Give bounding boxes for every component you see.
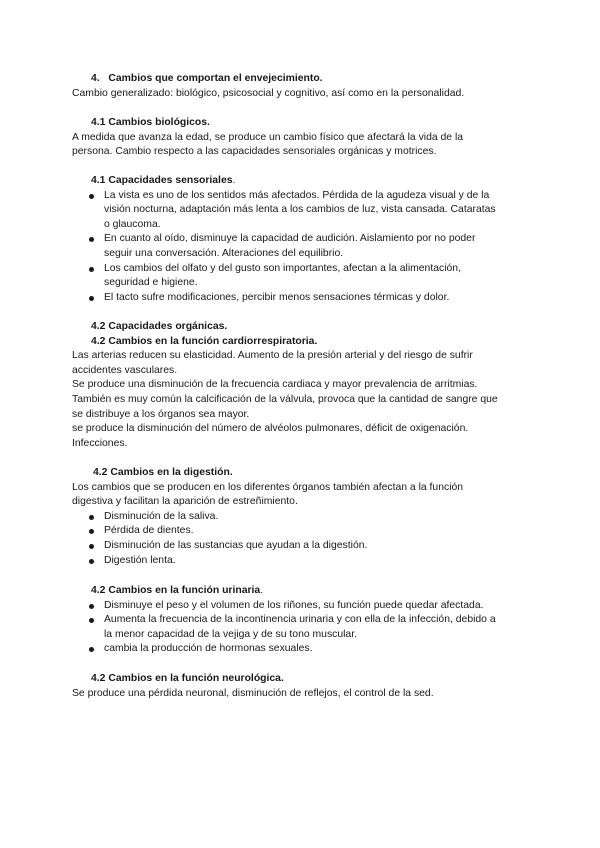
list-item-line: seguir una conversación. Alteraciones del equilibrio. xyxy=(104,247,344,259)
neuro-heading: 4.2 Cambios en la función neurológica. xyxy=(91,673,284,684)
section-4-2-neuro xyxy=(72,672,532,701)
cardio-line-6: se produce la disminución del número de alvéolos pulmonares, déficit de oxigenación. xyxy=(72,423,469,435)
list-item-line: En cuanto al oído, disminuye la capacidad de audición. Aislamiento por no poder xyxy=(104,233,476,245)
section-4-2-urinary xyxy=(72,584,532,657)
section-4 xyxy=(72,72,532,101)
digestion-list xyxy=(86,510,532,568)
section-4-body: Cambio generalizado: biológico, psicosocial y cognitivo, así como en la personalidad. xyxy=(72,87,465,99)
list-item-line: Disminuye el peso y el volumen de los riñones, su función puede quedar afectada. xyxy=(104,599,484,611)
list-item xyxy=(86,613,532,642)
list-item xyxy=(86,599,532,614)
cardio-heading: 4.2 Cambios en la función cardiorrespiratoria. xyxy=(91,335,318,347)
cardio-line-1: Las arterias reducen su elasticidad. Aumento de la presión arterial y del riesgo de sufrir xyxy=(72,350,473,362)
cardio-line-3: Se produce una disminución de la frecuencia cardiaca y mayor prevalencia de arritmias. xyxy=(72,379,478,391)
list-item-line: Aumenta la frecuencia de la incontinencia urinaria y con ella de la infección, debido a xyxy=(104,614,496,626)
list-item xyxy=(86,189,532,233)
list-item-line: seguridad e higiene. xyxy=(104,277,198,289)
section-4-1-line-2: persona. Cambio respecto a las capacidades sensoriales orgánicas y motrices. xyxy=(72,146,437,158)
list-item xyxy=(86,262,532,291)
list-item: Pérdida de dientes. xyxy=(86,524,532,539)
list-item xyxy=(86,232,532,261)
list-item: Disminución de las sustancias que ayudan a la digestión. xyxy=(86,539,532,554)
cardio-line-4: También es muy común la calcificación de la válvula, provoca que la cantidad de sangre que xyxy=(72,393,498,405)
sensory-list xyxy=(86,189,532,306)
list-item-line: o glaucoma. xyxy=(104,218,161,230)
list-item-line: Los cambios del olfato y del gusto son importantes, afectan a la alimentación, xyxy=(104,262,461,274)
neuro-body: Se produce una pérdida neuronal, disminución de reflejos, el control de la sed. xyxy=(72,687,434,699)
list-item-line: cambia la producción de hormonas sexuales. xyxy=(104,643,313,655)
list-item-line: La vista es uno de los sentidos más afectados. Pérdida de la agudeza visual y de la xyxy=(104,189,490,201)
sensory-heading-text: 4.1 Capacidades sensoriales xyxy=(91,175,233,186)
section-4-number: 4. xyxy=(91,73,100,84)
section-4-2-digestion xyxy=(72,466,532,568)
section-4-title: Cambios que comportan el envejecimiento. xyxy=(108,73,323,84)
list-item xyxy=(86,291,532,306)
cardio-line-2: accidentes vasculares. xyxy=(72,364,178,376)
list-item-line: la menor capacidad de la vejiga y de su tono muscular. xyxy=(104,628,357,640)
section-4-1-sensory xyxy=(72,174,532,305)
urinary-heading-text: 4.2 Cambios en la función urinaria xyxy=(91,585,261,596)
cardio-line-5: se distribuye a los órganos sea mayor. xyxy=(72,408,250,420)
list-item: Digestión lenta. xyxy=(86,554,532,569)
sensory-heading xyxy=(72,174,532,189)
section-4-1-heading: 4.1 Cambios biológicos. xyxy=(91,117,210,128)
list-item-line: visión nocturna, adaptación más lenta a los cambios de luz, vista cansada. Cataratas xyxy=(104,204,496,216)
urinary-heading-period: . xyxy=(260,585,264,596)
sensory-heading-period: . xyxy=(232,175,236,186)
organic-heading: 4.2 Capacidades orgánicas. xyxy=(91,321,228,332)
section-4-2-organic xyxy=(72,320,532,451)
urinary-list xyxy=(86,599,532,657)
section-4-1 xyxy=(72,116,532,160)
list-item-line: El tacto sufre modificaciones, percibir menos sensaciones térmicas y dolor. xyxy=(104,291,450,303)
urinary-heading xyxy=(72,584,532,599)
section-4-heading xyxy=(72,72,532,87)
list-item xyxy=(86,642,532,657)
digestion-line-1: Los cambios que se producen en los diferentes órganos también afectan a la función xyxy=(72,481,464,493)
list-item: Disminución de la saliva. xyxy=(86,510,532,525)
digestion-heading: 4.2 Cambios en la digestión. xyxy=(93,467,233,478)
section-4-1-line-1: A medida que avanza la edad, se produce un cambio físico que afectará la vida de la xyxy=(72,131,464,143)
cardio-line-7: Infecciones. xyxy=(72,437,128,449)
digestion-line-2: digestiva y facilitan la aparición de estreñimiento. xyxy=(72,496,298,508)
